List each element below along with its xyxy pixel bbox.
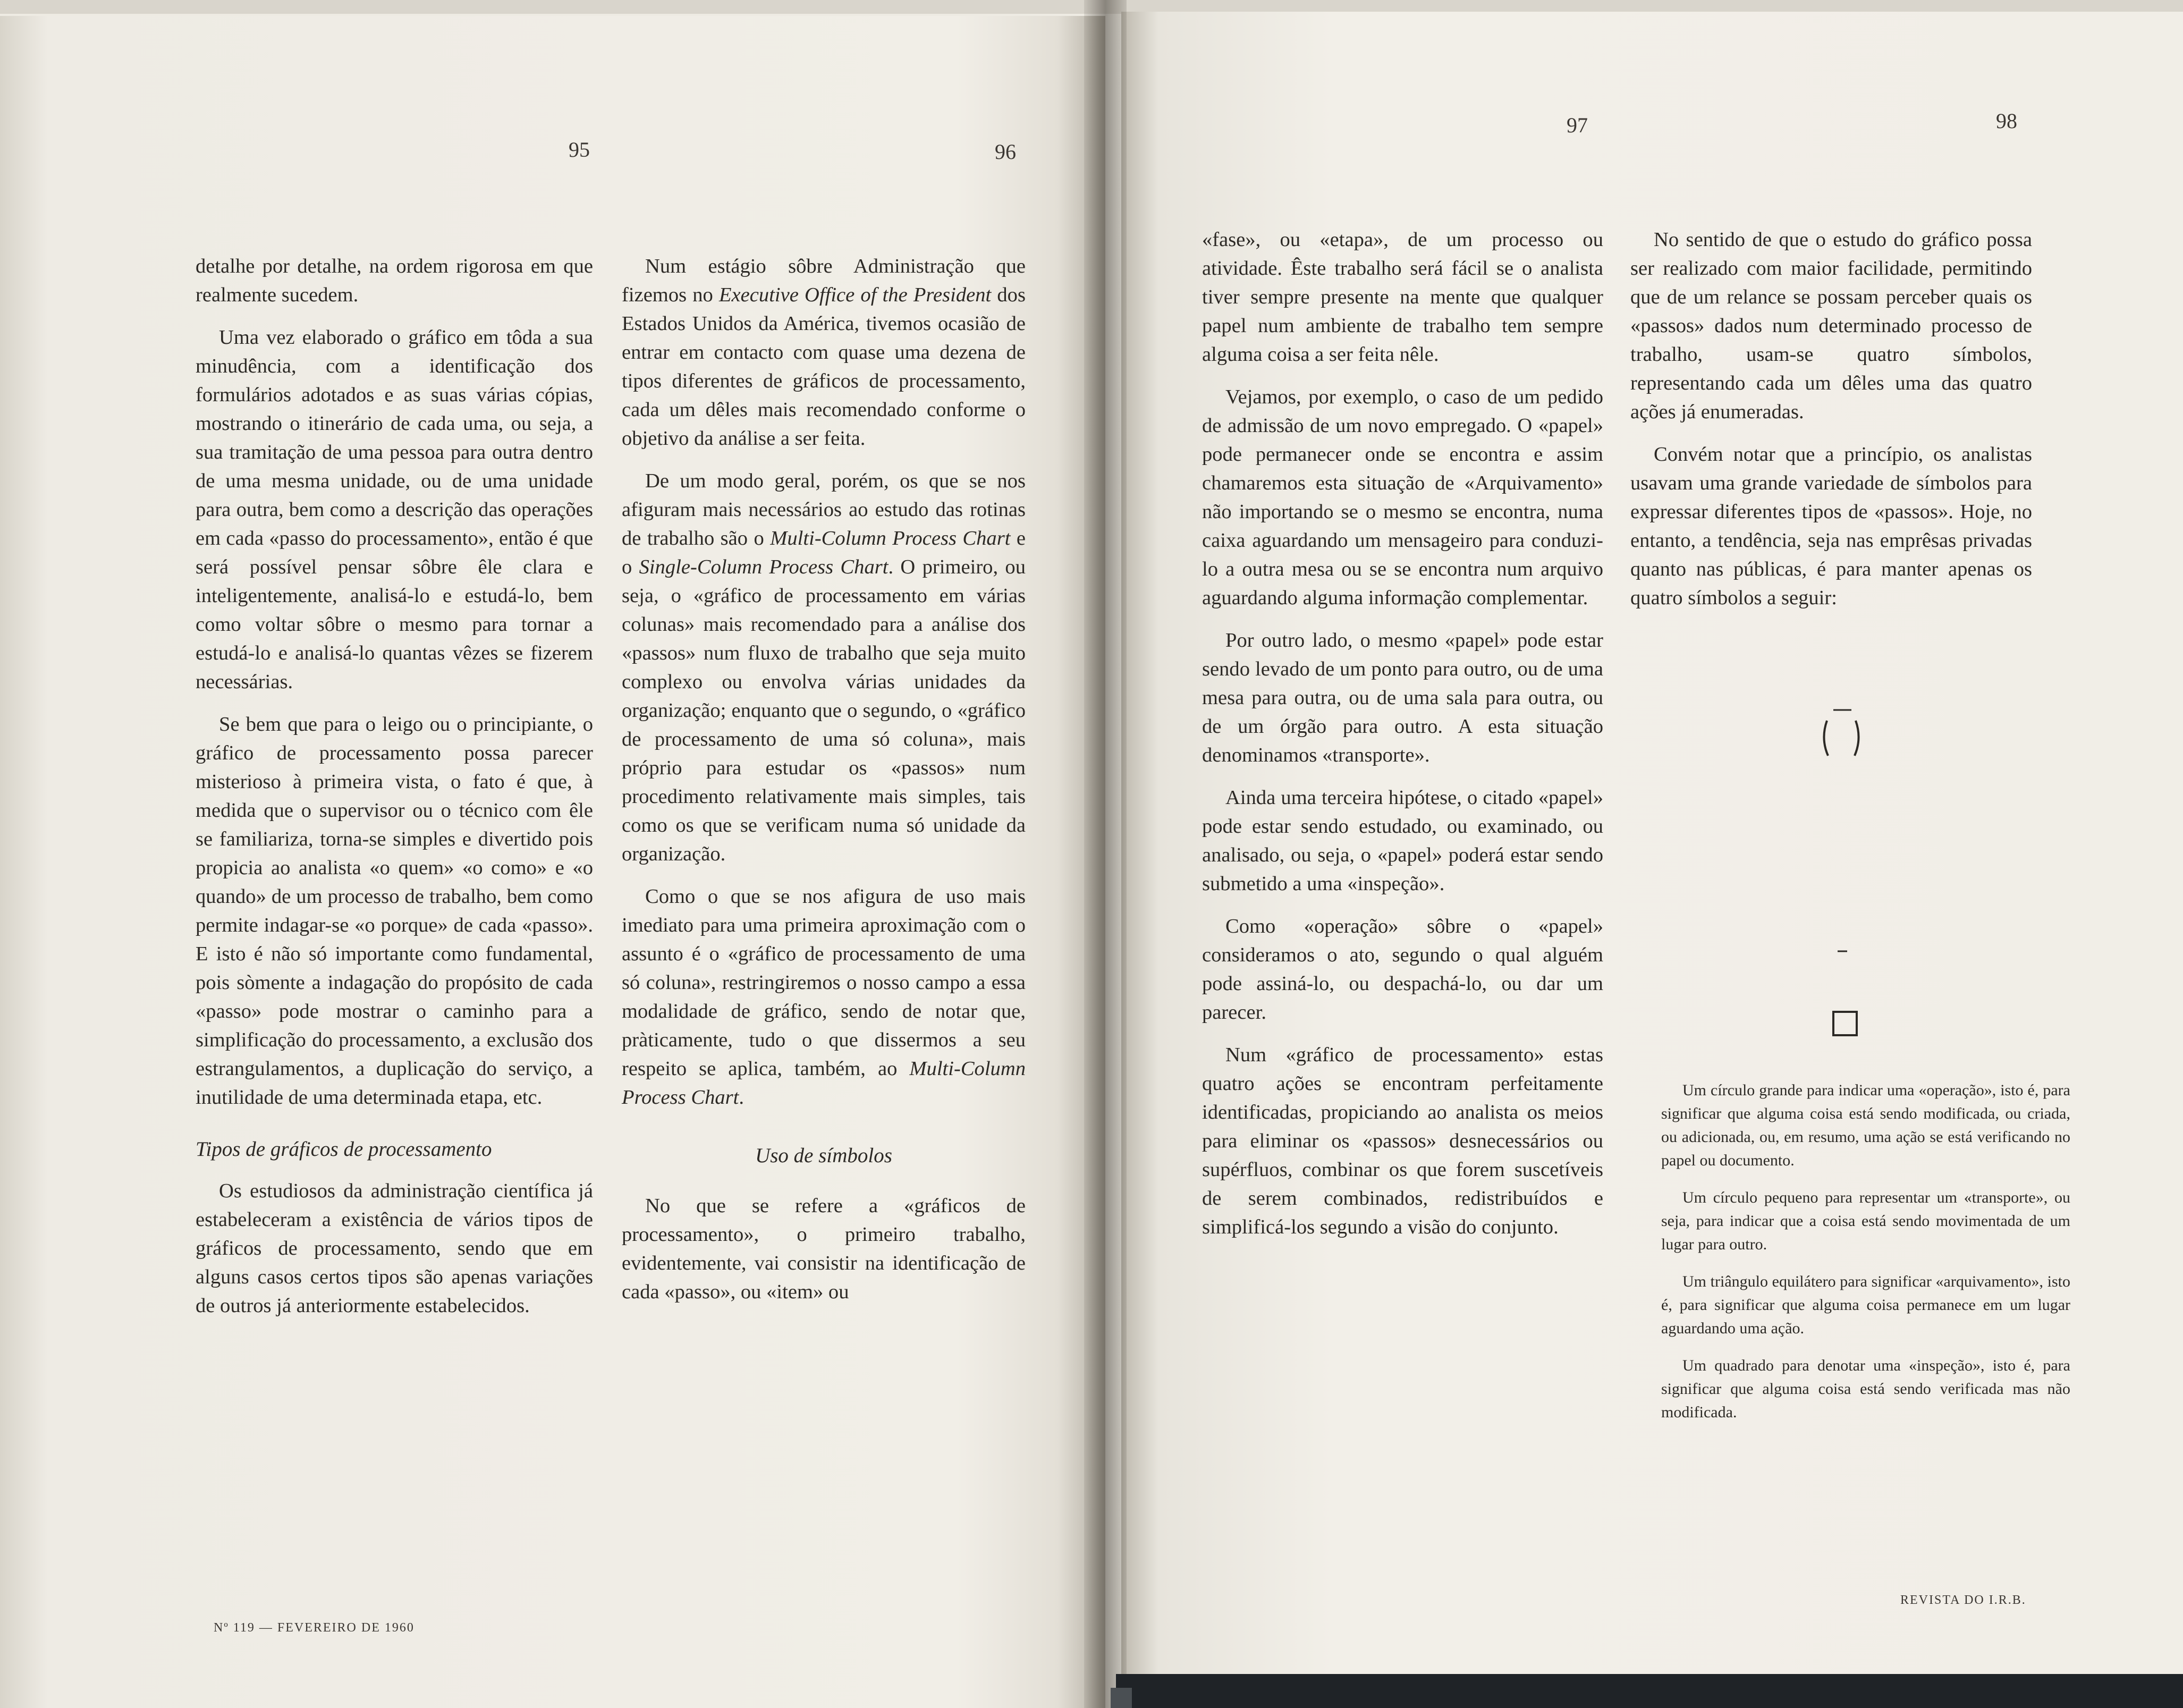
page-97-paragraph-6: Num «gráfico de processamento» estas quatro ações se encontram perfeitamente identificadas, propiciando ao analista os meios para eliminar os «passos» desnecessários ou supérfluos, combinar os que forem suscetíveis de serem combinados, redistribuídos e simplificá-los segundo a visão do conjunto.: [1202, 1044, 1603, 1238]
page-97-paragraph-5: Como «operação» sôbre o «papel» consideramos o ato, segundo o qual alguém pode assiná-lo, ou despachá-lo, ou dar um parecer.: [1202, 915, 1603, 1024]
page-96-paragraph-4: No que se refere a «gráficos de processamento», o primeiro trabalho, evidentemente, vai consistir na identificação de cada «passo», ou «item» ou: [622, 1195, 1026, 1303]
page-96-p2-emphasis-1: Multi-Column Process Chart: [770, 527, 1011, 549]
page-98-paragraph-1: No sentido de que o estudo do gráfico possa ser realizado com maior facilidade, permitindo que de um relance se possam perceber quais os «passos» dados num determinado processo de trabalho, usam-se quatro símbolos, representando cada um dêles uma das quatro ações já enumeradas.: [1630, 229, 2032, 423]
page-96-p1-text-a: Num estágio sôbre Administração que fizemos no: [622, 255, 1026, 306]
page-96-p1-emphasis: Executive Office of the President: [718, 284, 992, 306]
legend-storage: Um triângulo equilátero para significar «arquivamento», isto é, para significar que alguma coisa permanece em um lugar aguardando uma ação.: [1661, 1273, 2070, 1337]
page-95-paragraph-4: Os estudiosos da administração científica já estabeleceram a existência de vários tipos de gráficos de processamento, sendo que em alguns casos certos tipos são apenas variações de outros já anteriormente estabelecidos.: [196, 1180, 593, 1317]
page-96-p3-emphasis: Multi-Column Process Chart: [622, 1058, 1026, 1109]
page-96-column: [622, 252, 1026, 1320]
page-96-paragraph-1: [622, 252, 1026, 453]
page-number-96: 96: [995, 140, 1016, 164]
page-97-column: [1202, 225, 1603, 1255]
page-96-p2-text-b: e o: [622, 527, 1026, 578]
page-96-p3-text-b: .: [739, 1086, 744, 1109]
page-96-p2-text-c: . O primeiro, ou seja, o «gráfico de processamento em várias colunas» mais recomendado para a análise dos «passos» num fluxo de trabalho que seja muito complexo ou envolva várias unidades da organização; enquanto que o segundo, o «gráfico de processamento de uma só coluna», mais próprio para estudar os «passos» num procedimento relativamente mais simples, tais como os que se verificam numa só unidade da organização.: [622, 556, 1026, 865]
page-96-p2-emphasis-2: Single-Column Process Chart: [639, 556, 889, 578]
page-95-paragraph-1: detalhe por detalhe, na ordem rigorosa em que realmente sucedem.: [196, 255, 593, 306]
page-number-97: 97: [1567, 113, 1588, 137]
book-binding-corner: [1111, 1688, 1132, 1708]
page-number-98: 98: [1996, 109, 2017, 133]
page-98-column: [1630, 225, 2032, 626]
page-96-section-heading: Uso de símbolos: [755, 1144, 892, 1167]
legend-operation: Um círculo grande para indicar uma «operação», isto é, para significar que alguma coisa está sendo modificada, ou criada, ou adicionada, ou, em resumo, uma ação se está verificando no papel ou documento.: [1661, 1081, 2070, 1169]
right-footer: REVISTA DO I.R.B.: [1900, 1593, 2026, 1607]
page-98-paragraph-2: Convém notar que a princípio, os analistas usavam uma grande variedade de símbolos para expressar diferentes tipos de «passos». Hoje, no entanto, a tendência, seja nas emprêsas privadas quanto nas públicas, é para manter apenas os quatro símbolos a seguir:: [1630, 443, 2032, 609]
page-96-paragraph-2: [622, 467, 1026, 868]
page-97-paragraph-2: Vejamos, por exemplo, o caso de um pedido de admissão de um novo empregado. O «papel» pode permanecer onde se encontra e assim chamaremos esta situação de «Arquivamento» não importando se o mesmo se encontra, numa caixa aguardando um mensageiro para conduzi-lo a outra mesa ou se se encontra num arquivo aguardando alguma informação complementar.: [1202, 386, 1603, 609]
page-96-p2-text-a: De um modo geral, porém, os que se nos afiguram mais necessários ao estudo das rotinas de trabalho são o: [622, 470, 1026, 549]
square-icon: [1833, 1012, 1857, 1035]
page-95-section-heading: Tipos de gráficos de processamento: [196, 1138, 492, 1161]
left-footer: Nº 119 — FEVEREIRO DE 1960: [214, 1621, 414, 1635]
large-circle-icon: [1824, 710, 1858, 756]
legend-transport: Um círculo pequeno para representar um «transporte», ou seja, para indicar que a coisa está sendo movimentada de um lugar para outro.: [1661, 1189, 2070, 1253]
page-95-paragraph-3: Se bem que para o leigo ou o principiante, o gráfico de processamento possa parecer misterioso à primeira vista, o fato é que, à medida que o supervisor ou o técnico com êle se familiariza, torna-se simples e divertido pois propicia ao analista «o quem» «o como» e «o quando» de um processo de trabalho, bem como permite indagar-se «o porque» de cada «passo». E isto é não só importante como fundamental, pois sòmente a indagação do propósito de cada «passo» pode mostrar o caminho para a simplificação do processamento, a exclusão dos estrangulamentos, a duplicação do serviço, a inutilidade de uma determinada etapa, etc.: [196, 713, 593, 1109]
page-95-paragraph-2: Uma vez elaborado o gráfico em tôda a sua minudência, com a identificação dos formulários adotados e as suas várias cópias, mostrando o itinerário de cada uma, ou seja, a sua tramitação de uma pessoa para outra dentro de uma mesma unidade, ou de uma unidade para outra, bem como a descrição das operações em cada «passo do processamento», então é que será possível pensar sôbre êle clara e inteligentemente, analisá-lo e estudá-lo, bem como voltar sôbre o mesmo para tornar a estudá-lo e analisá-lo quantas vêzes se fizerem necessárias.: [196, 326, 593, 693]
process-symbols: [1796, 701, 1892, 1052]
book-gutter: [1084, 0, 1127, 1708]
symbols-legend: [1661, 1079, 2070, 1438]
page-96-p1-text-b: dos Estados Unidos da América, tivemos ocasião de entrar em contacto com quase uma dezena de tipos diferentes de gráficos de processamento, cada um dêles mais recomendado conforme o objetivo da análise a ser feita.: [622, 284, 1026, 450]
page-number-95: 95: [569, 138, 590, 162]
page-97-paragraph-3: Por outro lado, o mesmo «papel» pode estar sendo levado de um ponto para outro, ou de uma mesa para outra, ou de uma sala para outra, ou de um órgão para outro. A esta situação denominamos «transporte».: [1202, 629, 1603, 766]
page-97-paragraph-4: Ainda uma terceira hipótese, o citado «papel» pode estar sendo estudado, ou examinado, ou analisado, ou seja, o «papel» poderá estar sendo submetido a uma «inspeção».: [1202, 787, 1603, 895]
page-96-paragraph-3: [622, 882, 1026, 1112]
book-binding-edge: [1116, 1674, 2183, 1708]
page-95-column: [196, 252, 593, 1334]
page-97-paragraph-1: «fase», ou «etapa», de um processo ou atividade. Êste trabalho será fácil se o analista tiver sempre presente na mente que qualquer papel num ambiente de trabalho tem sempre alguma coisa a ser feita nêle.: [1202, 229, 1603, 366]
page-96-p3-text-a: Como o que se nos afigura de uso mais imediato para uma primeira aproximação com o assunto é o «gráfico de processamento de uma só coluna», restringiremos o nosso campo a essa modalidade de gráfico, sendo de notar que, pràticamente, tudo o que dissermos a seu respeito se aplica, também, ao: [622, 885, 1026, 1080]
legend-inspection: Um quadrado para denotar uma «inspeção», isto é, para significar que alguma coisa está sendo verificada mas não modificada.: [1661, 1357, 2070, 1421]
